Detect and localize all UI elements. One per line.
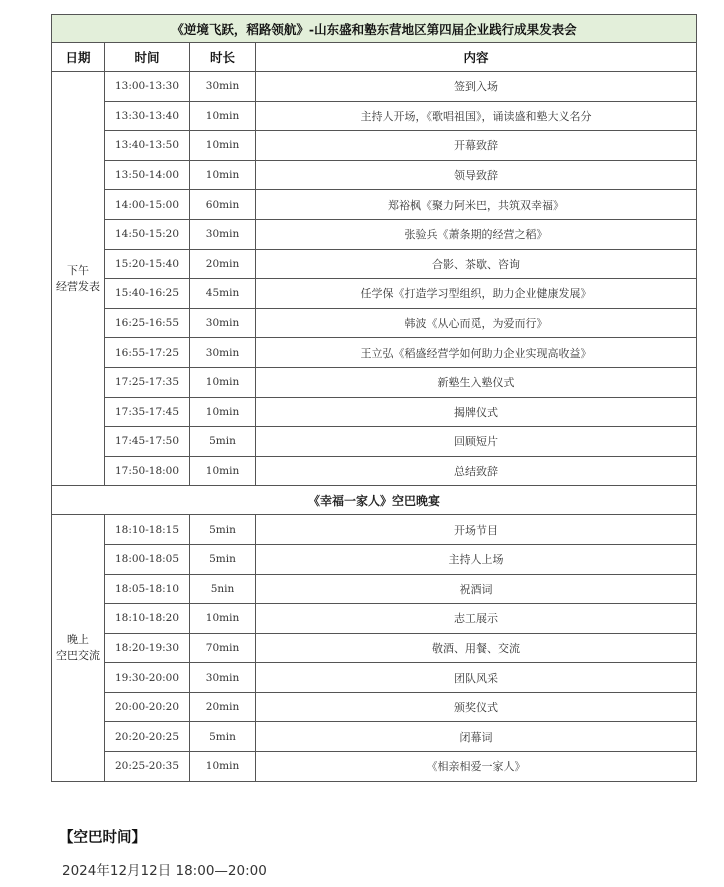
banquet-row (52, 486, 697, 515)
content-cell: 闭幕词 (256, 722, 697, 752)
duration-cell: 10min (190, 101, 256, 131)
header-duration: 时长 (190, 43, 256, 72)
duration-cell: 5nin (190, 574, 256, 604)
schedule-row (52, 663, 697, 693)
schedule-row (52, 397, 697, 427)
duration-cell: 10min (190, 131, 256, 161)
content-cell: 主持人上场 (256, 544, 697, 574)
schedule-row (52, 515, 697, 545)
banquet-title: 《幸福一家人》空巴晚宴 (52, 486, 697, 515)
schedule-row (52, 367, 697, 397)
duration-cell: 30min (190, 663, 256, 693)
duration-cell: 45min (190, 279, 256, 309)
time-cell: 20:00-20:20 (105, 692, 190, 722)
content-cell: 郑裕枫《聚力阿米巴，共筑双幸福》 (256, 190, 697, 220)
time-cell: 13:30-13:40 (105, 101, 190, 131)
schedule-row (52, 279, 697, 309)
evening-label-line2: 空巴交流 (56, 648, 100, 662)
time-cell: 14:50-15:20 (105, 219, 190, 249)
duration-cell: 5min (190, 427, 256, 457)
time-cell: 14:00-15:00 (105, 190, 190, 220)
schedule-row (52, 604, 697, 634)
content-cell: 回顾短片 (256, 427, 697, 457)
afternoon-label-line1: 下午 (67, 263, 89, 277)
time-cell: 13:40-13:50 (105, 131, 190, 161)
time-cell: 18:05-18:10 (105, 574, 190, 604)
time-cell: 19:30-20:00 (105, 663, 190, 693)
schedule-row (52, 633, 697, 663)
duration-cell: 70min (190, 633, 256, 663)
time-cell: 17:25-17:35 (105, 367, 190, 397)
duration-cell: 20min (190, 692, 256, 722)
time-cell: 16:25-16:55 (105, 308, 190, 338)
table-header-row (52, 43, 697, 72)
duration-cell: 10min (190, 397, 256, 427)
content-cell: 新塾生入塾仪式 (256, 367, 697, 397)
schedule-row (52, 160, 697, 190)
content-cell: 揭牌仪式 (256, 397, 697, 427)
duration-cell: 60min (190, 190, 256, 220)
schedule-row (52, 72, 697, 102)
schedule-row (52, 692, 697, 722)
content-cell: 张验兵《萧条期的经营之稻》 (256, 219, 697, 249)
content-cell: 韩波《从心而觅，为爱而行》 (256, 308, 697, 338)
schedule-row (52, 190, 697, 220)
content-cell: 主持人开场，《歌唱祖国》，诵读盛和塾大义名分 (256, 101, 697, 131)
kongba-datetime: 2024年12月12日 18:00—20:00 (62, 863, 267, 879)
event-title: 《逆境飞跃，稻路领航》-山东盛和塾东营地区第四届企业践行成果发表会 (52, 15, 697, 43)
duration-cell: 30min (190, 219, 256, 249)
content-cell: 开幕致辞 (256, 131, 697, 161)
time-cell: 15:20-15:40 (105, 249, 190, 279)
schedule-row (52, 308, 697, 338)
kongba-section-title: 【空巴时间】 (59, 830, 146, 846)
duration-cell: 30min (190, 308, 256, 338)
schedule-row (52, 249, 697, 279)
evening-label-line1: 晚上 (67, 632, 89, 646)
duration-cell: 5min (190, 544, 256, 574)
content-cell: 领导致辞 (256, 160, 697, 190)
time-cell: 18:20-19:30 (105, 633, 190, 663)
afternoon-session-label (52, 72, 105, 486)
duration-cell: 5min (190, 722, 256, 752)
schedule-row (52, 456, 697, 486)
time-cell: 18:10-18:20 (105, 604, 190, 634)
duration-cell: 10min (190, 367, 256, 397)
time-cell: 20:25-20:35 (105, 752, 190, 782)
time-cell: 16:55-17:25 (105, 338, 190, 368)
content-cell: 开场节目 (256, 515, 697, 545)
schedule-row (52, 219, 697, 249)
content-cell: 《相亲相爱一家人》 (256, 752, 697, 782)
content-cell: 合影、茶歇、咨询 (256, 249, 697, 279)
duration-cell: 20min (190, 249, 256, 279)
evening-session-label (52, 515, 105, 781)
duration-cell: 10min (190, 604, 256, 634)
header-time: 时间 (105, 43, 190, 72)
schedule-row (52, 544, 697, 574)
duration-cell: 10min (190, 456, 256, 486)
content-cell: 敬酒、用餐、交流 (256, 633, 697, 663)
content-cell: 团队风采 (256, 663, 697, 693)
time-cell: 17:35-17:45 (105, 397, 190, 427)
schedule-row (52, 338, 697, 368)
time-cell: 17:45-17:50 (105, 427, 190, 457)
time-cell: 15:40-16:25 (105, 279, 190, 309)
time-cell: 18:00-18:05 (105, 544, 190, 574)
time-cell: 17:50-18:00 (105, 456, 190, 486)
duration-cell: 10min (190, 160, 256, 190)
schedule-row (52, 131, 697, 161)
duration-cell: 30min (190, 72, 256, 102)
schedule-row (52, 574, 697, 604)
afternoon-label-line2: 经营发表 (56, 279, 100, 293)
table-title-row (52, 15, 697, 43)
content-cell: 祝酒词 (256, 574, 697, 604)
time-cell: 18:10-18:15 (105, 515, 190, 545)
content-cell: 签到入场 (256, 72, 697, 102)
time-cell: 20:20-20:25 (105, 722, 190, 752)
content-cell: 颁奖仪式 (256, 692, 697, 722)
duration-cell: 10min (190, 752, 256, 782)
schedule-row (52, 101, 697, 131)
content-cell: 王立弘《稻盛经营学如何助力企业实现高收益》 (256, 338, 697, 368)
duration-cell: 30min (190, 338, 256, 368)
time-cell: 13:00-13:30 (105, 72, 190, 102)
content-cell: 任学保《打造学习型组织，助力企业健康发展》 (256, 279, 697, 309)
time-cell: 13:50-14:00 (105, 160, 190, 190)
schedule-row (52, 752, 697, 782)
duration-cell: 5min (190, 515, 256, 545)
schedule-table (51, 14, 697, 782)
content-cell: 志工展示 (256, 604, 697, 634)
schedule-row (52, 722, 697, 752)
content-cell: 总结致辞 (256, 456, 697, 486)
header-date: 日期 (52, 43, 105, 72)
header-content: 内容 (256, 43, 697, 72)
schedule-row (52, 427, 697, 457)
